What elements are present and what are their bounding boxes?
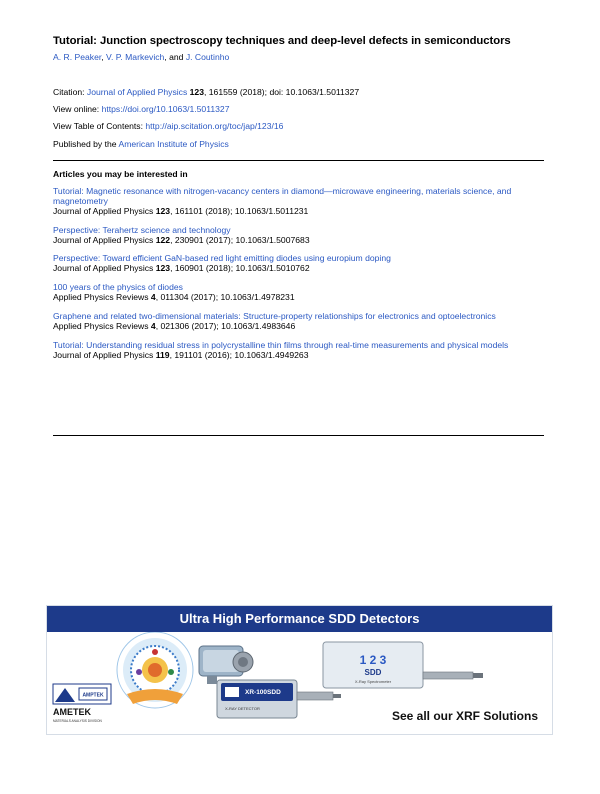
related-article-citation: Journal of Applied Physics 122, 230901 (2017); 10.1063/1.5007683 xyxy=(53,234,310,245)
publisher-label: Published by the xyxy=(53,138,117,149)
related-article-citation: Journal of Applied Physics 119, 191101 (2016); 10.1063/1.4949263 xyxy=(53,349,309,360)
related-article-link[interactable]: Tutorial: Understanding residual stress in polycrystalline thin films through real-time measurements and physical models xyxy=(53,339,509,350)
article-metadata xyxy=(53,88,359,157)
related-article-citation: Journal of Applied Physics 123, 160901 (2018); 10.1063/1.5010762 xyxy=(53,263,310,274)
author-link[interactable]: V. P. Markevich xyxy=(106,52,165,62)
list-item xyxy=(53,341,545,361)
publisher-line xyxy=(53,140,359,157)
ametek-tagline: MATERIALS ANALYSIS DIVISION xyxy=(53,719,102,723)
related-article-citation: Applied Physics Reviews 4, 011304 (2017); 10.1063/1.4978231 xyxy=(53,292,295,302)
amptek-mark: AMPTEK xyxy=(82,692,104,699)
list-item xyxy=(53,254,545,274)
view-online-label: View online: xyxy=(53,104,100,115)
paper-title: Tutorial: Junction spectroscopy techniques and deep-level defects in semiconductors xyxy=(53,35,511,47)
author-link[interactable]: A. R. Peaker xyxy=(53,52,102,62)
related-article-link[interactable]: Perspective: Toward efficient GaN-based red light emitting diodes using europium doping xyxy=(53,253,391,264)
author-list xyxy=(53,53,229,63)
citation-label: Citation: xyxy=(53,87,85,97)
citation-volume: 123 xyxy=(189,87,204,97)
related-articles-heading: Articles you may be interested in xyxy=(53,169,188,179)
related-article-link[interactable]: Perspective: Terahertz science and technology xyxy=(53,224,231,235)
divider-bottom xyxy=(53,435,544,436)
author-link[interactable]: J. Coutinho xyxy=(185,52,230,62)
ametek-logo xyxy=(53,684,111,723)
ad-headline: Ultra High Performance SDD Detectors xyxy=(47,606,552,632)
advertisement-banner[interactable] xyxy=(46,605,553,735)
publisher-link[interactable]: American Institute of Physics xyxy=(118,138,229,149)
citation-details: , 161559 (2018); doi: 10.1063/1.5011327 xyxy=(203,87,360,97)
sdd-123-label: 1 2 3 xyxy=(359,653,387,667)
citation-line xyxy=(53,88,359,105)
author-separator: , and xyxy=(164,52,186,62)
list-item xyxy=(53,312,545,332)
detector-module-graphic xyxy=(199,646,253,684)
author-separator: , xyxy=(101,52,107,62)
ad-cta[interactable]: See all our XRF Solutions xyxy=(391,709,538,724)
xr100sdd-sub: X-RAY DETECTOR xyxy=(225,706,260,711)
citation-journal-link[interactable]: Journal of Applied Physics xyxy=(86,87,188,97)
related-articles-list xyxy=(53,187,545,369)
doi-link[interactable]: https://doi.org/10.1063/1.5011327 xyxy=(101,104,230,115)
sdd-label: SDD xyxy=(364,668,382,677)
divider-top xyxy=(53,160,544,161)
list-item xyxy=(53,283,545,303)
xr100sdd-graphic xyxy=(217,680,341,718)
related-article-citation: Journal of Applied Physics 123, 161101 (2018); 10.1063/1.5011231 xyxy=(53,205,309,216)
sdd-sub: X-Ray Spectrometer xyxy=(354,679,392,684)
spectrum-globe-graphic xyxy=(117,632,193,708)
xr100sdd-label: XR-100SDD xyxy=(245,689,281,696)
toc-line xyxy=(53,122,359,139)
list-item xyxy=(53,187,545,217)
view-online-line xyxy=(53,105,359,122)
related-article-link[interactable]: Graphene and related two-dimensional materials: Structure-property relationships for electronics and optoelectronics xyxy=(53,310,496,321)
related-article-citation: Applied Physics Reviews 4, 021306 (2017); 10.1063/1.4983646 xyxy=(53,320,296,331)
related-article-link[interactable]: 100 years of the physics of diodes xyxy=(53,282,183,293)
related-article-link[interactable]: Tutorial: Magnetic resonance with nitrogen-vacancy centers in diamond—microwave engineering, materials science, and magnetometry xyxy=(53,186,512,206)
toc-link[interactable]: http://aip.scitation.org/toc/jap/123/16 xyxy=(145,121,284,132)
sdd-spectrometer-graphic xyxy=(323,642,483,688)
list-item xyxy=(53,226,545,246)
toc-label: View Table of Contents: xyxy=(53,121,143,132)
ametek-wordmark: AMETEK xyxy=(53,707,91,717)
